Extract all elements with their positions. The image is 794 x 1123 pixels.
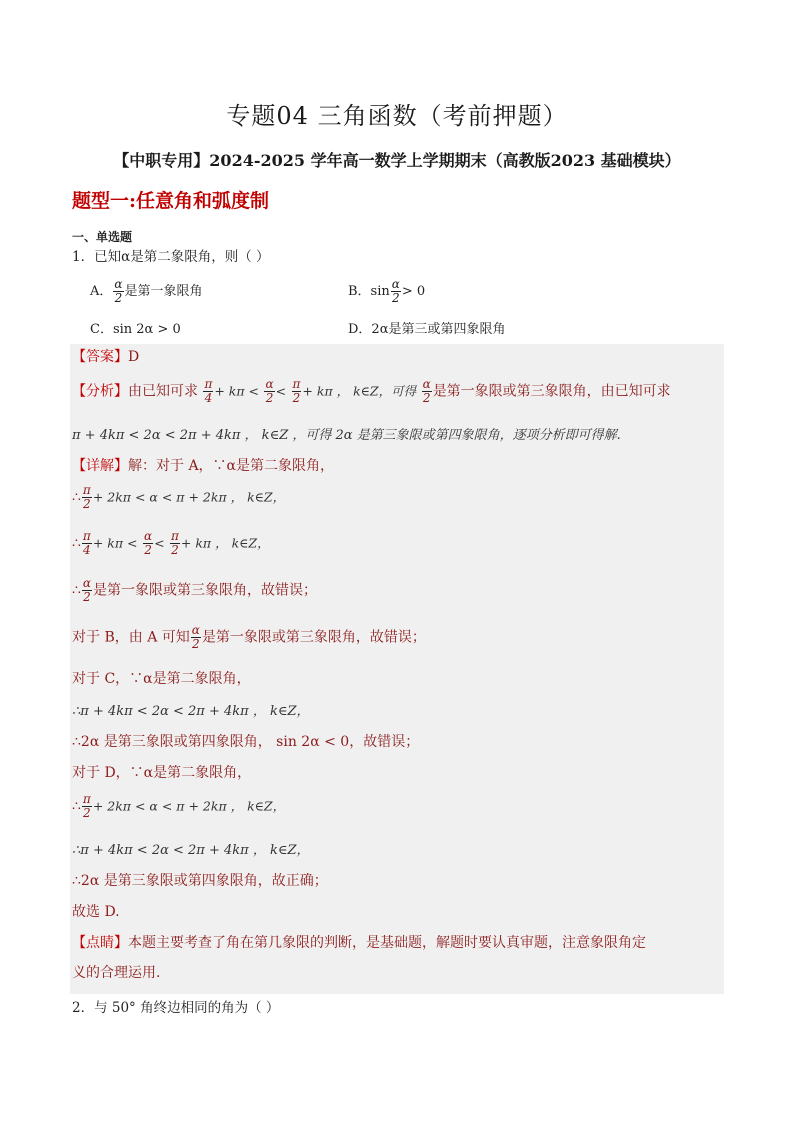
- option-c: C．sin 2α > 0: [90, 322, 181, 337]
- option-d: D．2α是第三或第四象限角: [348, 322, 506, 337]
- detail-line-11: ∴π + 4kπ < 2α < 2π + 4kπ ， k∈Z，: [72, 843, 310, 858]
- question-2-stem: 2．与 50° 角终边相同的角为（ ）: [72, 1000, 280, 1016]
- detail-line-1: 【详解】解：对于 A，∵α是第二象限角，: [72, 458, 335, 474]
- question-type: 一、单选题: [72, 230, 133, 244]
- detail-line-7: ∴π + 4kπ < 2α < 2π + 4kπ ， k∈Z，: [72, 704, 310, 719]
- comment-line-2: 义的合理运用.: [72, 965, 161, 981]
- question-1-stem: 1．已知α是第二象限角，则（ ）: [72, 249, 270, 265]
- detail-line-8: ∴2α 是第三象限或第四象限角， sin 2α < 0，故错误；: [72, 734, 420, 750]
- page-title: 专题04 三角函数（考前押题）: [226, 102, 568, 130]
- detail-line-6: 对于 C，∵α是第二象限角，: [72, 671, 251, 687]
- fraction: $\frac{\alpha}{2}$: [391, 277, 400, 305]
- detail-line-9: 对于 D，∵α是第二象限角，: [72, 765, 252, 781]
- section-heading: 题型一:任意角和弧度制: [72, 190, 270, 212]
- option-b: B．sin $\frac{\alpha}{2}$ > 0: [348, 277, 426, 305]
- detail-line-3: ∴ $\frac{\pi}{4}$ + kπ < $\frac{\alpha}{2}$ < $\frac{\pi}{2}$ + kπ ， k∈Z，: [72, 529, 270, 557]
- detail-line-4: ∴ $\frac{\alpha}{2}$ 是第一象限或第三象限角，故错误；: [72, 576, 318, 604]
- detail-line-2: ∴ $\frac{\pi}{2}$ + 2kπ < α < π + 2kπ ， k∈Z，: [72, 483, 286, 511]
- option-a: A． $\frac{\alpha}{2}$ 是第一象限角: [90, 277, 203, 305]
- fraction: $\frac{\alpha}{2}$: [114, 277, 123, 305]
- comment-line-1: 【点睛】本题主要考查了角在第几象限的判断，是基础题，解题时要认真审题，注意象限角定: [72, 935, 646, 951]
- detail-line-13: 故选 D.: [72, 904, 120, 920]
- answer-line: 【答案】D: [72, 349, 140, 365]
- analysis-line-2: π + 4kπ < 2α < 2π + 4kπ ， k∈Z ，可得 2α 是第三象限或第四象限角，逐项分析即可得解.: [72, 428, 621, 443]
- detail-line-10: ∴ $\frac{\pi}{2}$ + 2kπ < α < π + 2kπ ， k∈Z，: [72, 792, 286, 820]
- page-subtitle: 【中职专用】2024-2025 学年高一数学上学期期末（高教版2023 基础模块）: [113, 151, 681, 170]
- analysis-line-1: 【分析】由已知可求 $\frac{\pi}{4}$ + kπ < $\frac{\alpha}{2}$ < $\frac{\pi}{2}$ + kπ ， k∈Z，可得 $\frac{\alpha}{2}$ 是第一象限或第三象限角，由已知可求: [72, 377, 671, 405]
- detail-line-5: 对于 B，由 A 可知 $\frac{\alpha}{2}$ 是第一象限或第三象限角，故错误；: [72, 623, 426, 651]
- detail-line-12: ∴2α 是第三象限或第四象限角，故正确；: [72, 873, 328, 889]
